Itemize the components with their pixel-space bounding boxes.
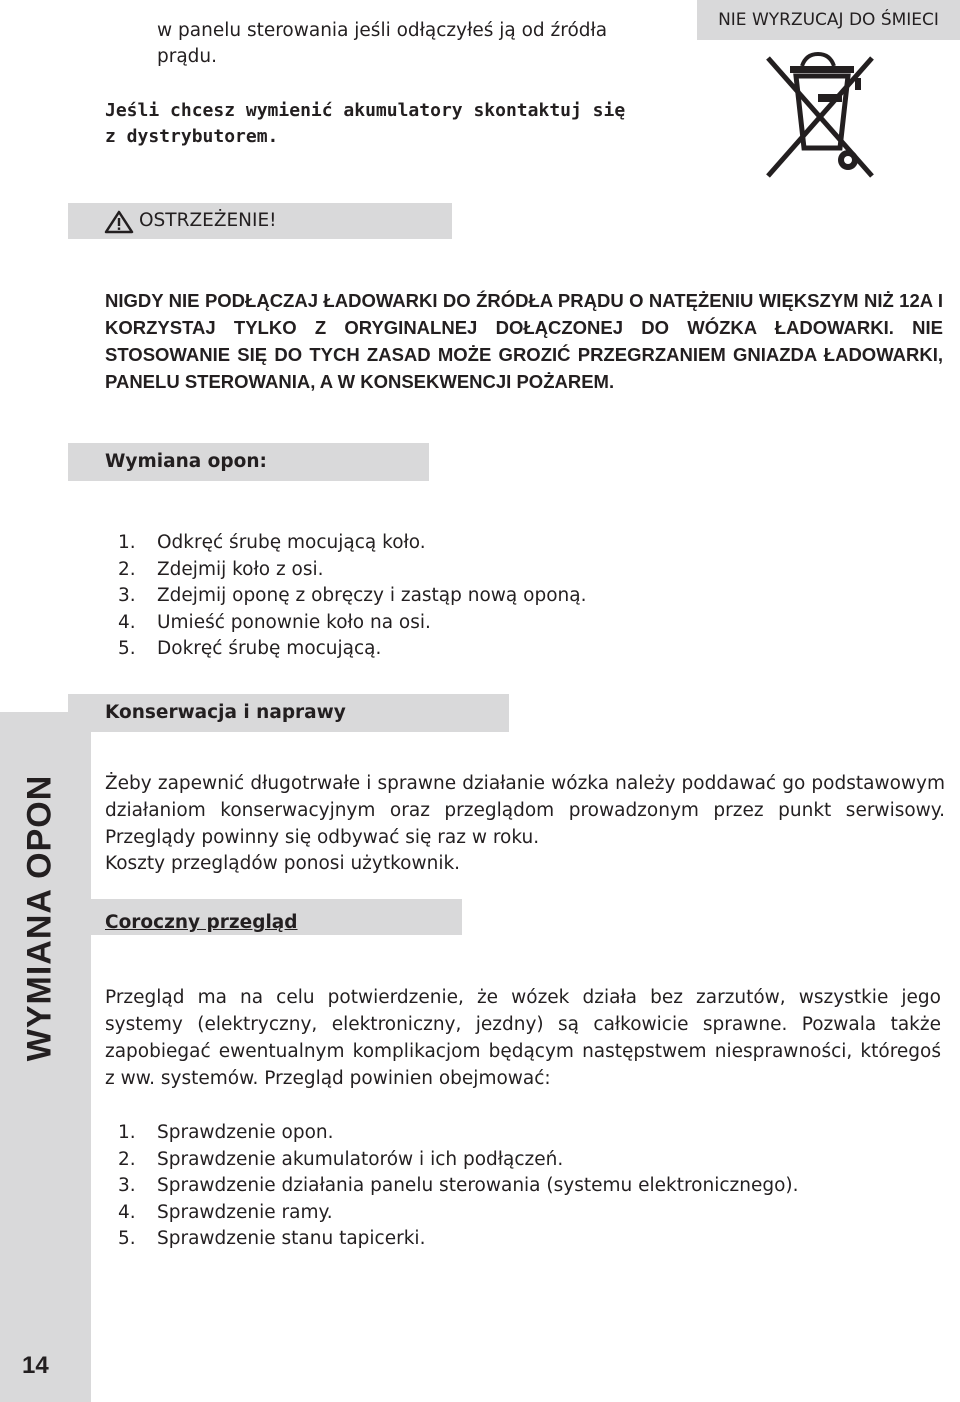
battery-note-line-1: Jeśli chcesz wymienić akumulatory skontaktuj się (105, 100, 626, 121)
annual-review-title: Coroczny przegląd (105, 912, 298, 933)
item-number: 2. (118, 1148, 136, 1170)
list-item (118, 1200, 799, 1227)
step-text: Odkręć śrubę mocującą koło. (157, 532, 426, 553)
recycle-header (697, 0, 960, 40)
step-number: 2. (118, 558, 136, 580)
list-item (118, 636, 586, 663)
step-number: 1. (118, 532, 136, 553)
step-text: Zdejmij oponę z obręczy i zastąp nową oponą. (157, 585, 587, 606)
item-text: Sprawdzenie akumulatorów i ich podłączeń. (157, 1148, 564, 1170)
step-text: Zdejmij koło z osi. (157, 558, 324, 580)
maintenance-paragraph: Żeby zapewnić długotrwałe i sprawne działanie wózka należy poddawać go podstawowym działaniom konserwacyjnym oraz przeglądom prowadzonym przez punkt serwisowy. Przeglądy powinny się odbywać się raz w roku. (105, 773, 945, 848)
step-number: 5. (118, 638, 136, 659)
list-item (118, 610, 586, 637)
tire-change-header (68, 443, 429, 481)
item-number: 4. (118, 1201, 136, 1223)
annual-review-items (118, 1120, 799, 1253)
intro-line-1: w panelu sterowania jeśli odłączyłeś ją od źródła (157, 20, 608, 41)
list-item (118, 1147, 799, 1174)
maintenance-cost-line: Koszty przeglądów ponosi użytkownik. (105, 853, 461, 874)
intro-text (157, 18, 657, 70)
annual-review-paragraph: Przegląd ma na celu potwierdzenie, że wózek działa bez zarzutów, wszystkie jego systemy (elektryczny, elektroniczny, jezdny) są całkowicie sprawne. Pozwala także zapobiegać ewentualnym komplikacjom będącym następstwem niesprawności, któregoś z ww. systemów. Przegląd powinien obejmować: (105, 987, 941, 1089)
page-number: 14 (22, 1352, 49, 1379)
battery-note-line-2: z dystrybutorem. (105, 126, 279, 147)
vertical-section-title: WYMIANA OPON (20, 774, 59, 1062)
tire-change-steps (118, 530, 586, 663)
item-number: 1. (118, 1122, 136, 1143)
item-text: Sprawdzenie działania panelu sterowania (systemu elektronicznego). (157, 1175, 799, 1196)
warning-label: OSTRZEŻENIE! (139, 210, 277, 231)
warning-header (68, 203, 452, 239)
item-number: 3. (118, 1175, 136, 1196)
list-item (118, 1173, 799, 1200)
item-text: Sprawdzenie opon. (157, 1122, 334, 1143)
step-text: Umieść ponownie koło na osi. (157, 611, 431, 633)
battery-note (105, 98, 705, 150)
list-item (118, 530, 586, 557)
step-number: 3. (118, 585, 136, 606)
crossed-out-bin-icon (760, 48, 880, 182)
item-text: Sprawdzenie ramy. (157, 1201, 333, 1223)
annual-review-header (91, 899, 462, 935)
step-text: Dokręć śrubę mocującą. (157, 638, 382, 659)
warning-text: NIGDY NIE PODŁĄCZAJ ŁADOWARKI DO ŹRÓDŁA PRĄDU O NATĘŻENIU WIĘKSZYM NIŻ 12A I KORZYSTAJ TYLKO Z ORYGINALNEJ DOŁĄCZONEJ DO WÓZKA ŁADOWARKI. NIE STOSOWANIE SIĘ DO TYCH ZASAD MOŻE GROZIĆ PRZEGRZANIEM GNIAZDA ŁADOWARKI, PANELU STEROWANIA, A W KONSEKWENCJI POŻAREM. (105, 290, 943, 392)
tire-change-title: Wymiana opon: (105, 451, 267, 472)
list-item (118, 1226, 799, 1253)
maintenance-title: Konserwacja i naprawy (105, 702, 346, 723)
intro-line-2: prądu. (157, 46, 218, 67)
item-number: 5. (118, 1228, 136, 1249)
list-item (118, 557, 586, 584)
warning-triangle-icon (104, 210, 134, 234)
item-text: Sprawdzenie stanu tapicerki. (157, 1228, 426, 1249)
list-item (118, 1120, 799, 1147)
recycle-label: NIE WYRZUCAJ DO ŚMIECI (718, 10, 939, 30)
maintenance-header (68, 694, 509, 732)
step-number: 4. (118, 611, 136, 633)
list-item (118, 583, 586, 610)
